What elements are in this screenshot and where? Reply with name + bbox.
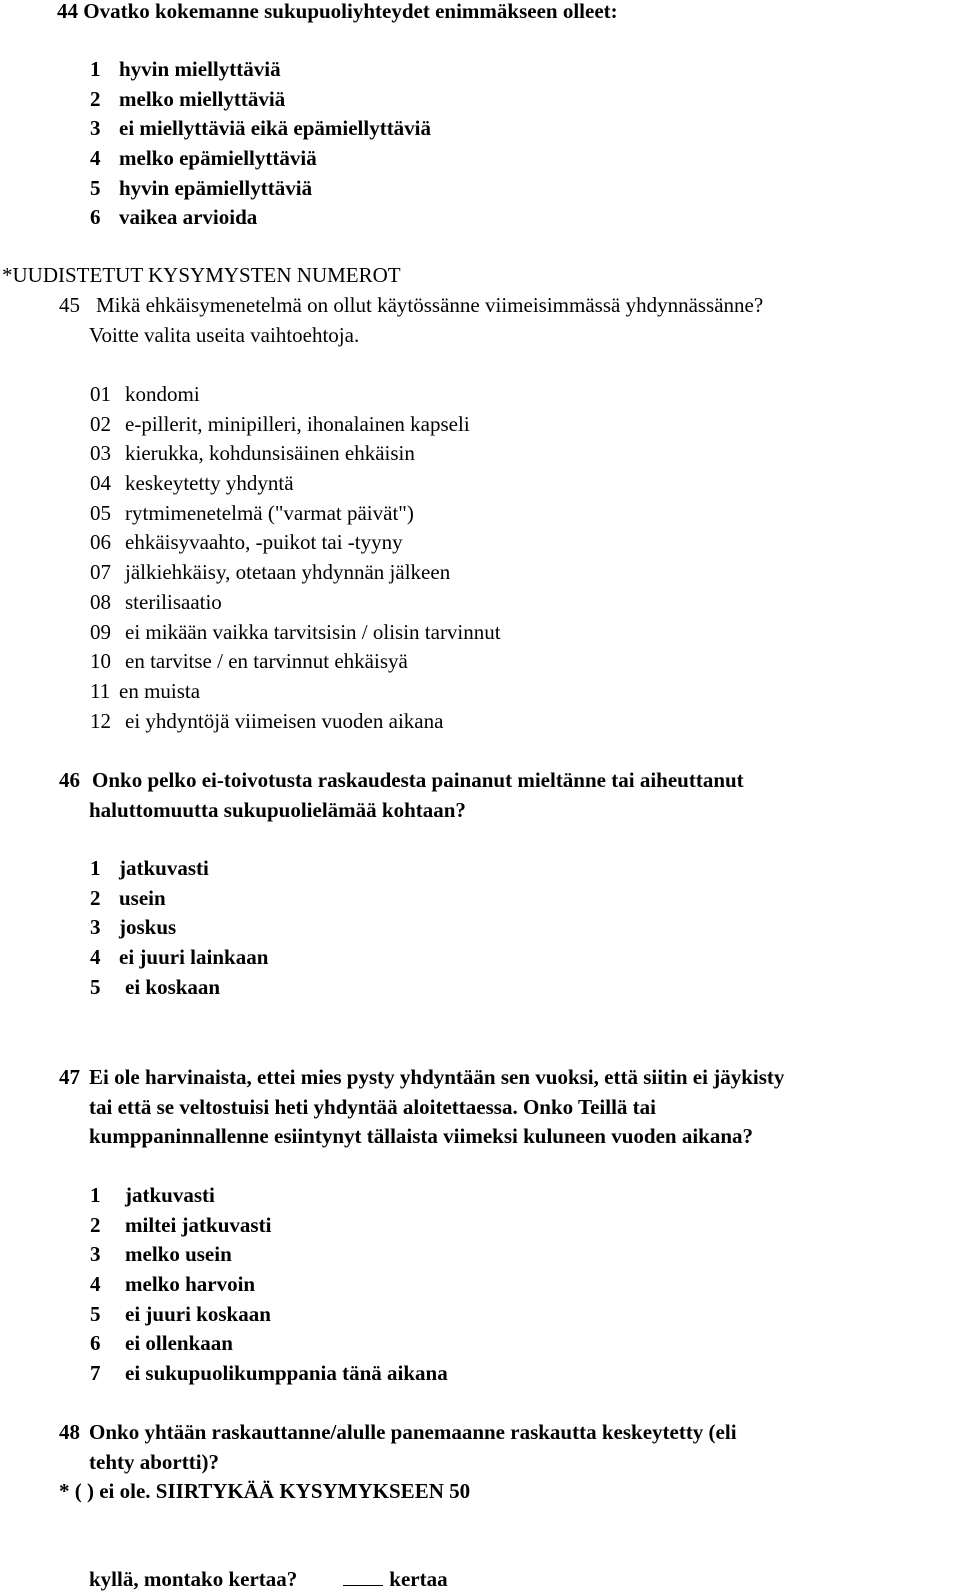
answer-option[interactable]: 3 joskus — [90, 915, 177, 940]
answer-option[interactable]: 3 ei miellyttäviä eikä epämiellyttäviä — [90, 116, 432, 141]
answer-option[interactable]: 06 ehkäisyvaahto, -puikot tai -tyyny — [90, 530, 403, 555]
answer-option[interactable]: 12 ei yhdyntöjä viimeisen vuoden aikana — [90, 708, 444, 733]
question-47 — [0, 1063, 960, 1152]
question-text-continued: tehty abortti)? — [89, 1449, 220, 1474]
question-46-title — [0, 766, 960, 796]
answer-option[interactable]: 07 jälkiehkäisy, otetaan yhdynnän jälkeen — [90, 560, 451, 585]
answer-option[interactable]: 1 jatkuvasti — [90, 1183, 215, 1207]
renumbered-note: *UUDISTETUT KYSYMYSTEN NUMEROT — [2, 263, 401, 287]
answer-option[interactable]: 2 miltei jatkuvasti — [90, 1212, 272, 1237]
answer-option[interactable]: 05 rytmimenetelmä ("varmat päivät") — [90, 500, 414, 525]
question-44-options — [0, 55, 960, 233]
question-text: Onko pelko ei-toivotusta raskaudesta painanut mieltänne tai aiheuttanut — [92, 768, 744, 792]
skip-instruction[interactable]: * ( ) ei ole. SIIRTYKÄÄ KYSYMYKSEEN 50 — [59, 1479, 471, 1504]
question-number: 45 — [59, 293, 80, 317]
question-text-continued: Voitte valita useita vaihtoehtoja. — [89, 322, 360, 347]
answer-option[interactable]: 6 ei ollenkaan — [90, 1331, 233, 1356]
answer-option[interactable]: 3 melko usein — [90, 1242, 232, 1267]
question-45 — [0, 291, 960, 350]
answer-option[interactable]: 4 melko epämiellyttäviä — [90, 146, 317, 171]
question-47-options — [0, 1181, 960, 1389]
question-text: Ovatko kokemanne sukupuoliyhteydet enimmäkseen olleet: — [83, 0, 618, 23]
question-46-options — [0, 854, 960, 1002]
question-text-continued: kumppaninnallenne esiintynyt tällaista viimeksi kuluneen vuoden aikana? — [89, 1124, 754, 1149]
answer-option[interactable]: 11 en muista — [90, 678, 201, 703]
answer-option[interactable]: 6 vaikea arvioida — [90, 205, 258, 230]
answer-option[interactable]: 4 melko harvoin — [90, 1272, 256, 1297]
answer-option[interactable]: 01 kondomi — [90, 382, 200, 406]
answer-option-yes[interactable] — [0, 1565, 960, 1595]
question-48-title — [0, 1418, 960, 1448]
question-text-continued: haluttomuutta sukupuolielämää kohtaan? — [89, 797, 466, 822]
answer-option[interactable]: 1 hyvin miellyttäviä — [90, 57, 281, 81]
question-44-title — [0, 0, 960, 27]
question-number: 48 — [59, 1420, 80, 1444]
answer-option[interactable]: 10 en tarvitse / en tarvinnut ehkäisyä — [90, 649, 408, 674]
answer-option[interactable]: 7 ei sukupuolikumppania tänä aikana — [90, 1361, 448, 1386]
question-text: Mikä ehkäisymenetelmä on ollut käytössänne viimeisimmässä yhdynnässänne? — [96, 293, 764, 317]
answer-option[interactable]: 08 sterilisaatio — [90, 589, 222, 614]
question-text: Ei ole harvinaista, ettei mies pysty yhdyntään sen vuoksi, että siitin ei jäykisty — [89, 1065, 785, 1089]
times-input-blank[interactable] — [343, 1565, 383, 1586]
question-text-continued: tai että se veltostuisi heti yhdyntää aloitettaessa. Onko Teillä tai — [89, 1094, 656, 1119]
answer-option[interactable]: 5 hyvin epämiellyttäviä — [90, 175, 313, 200]
answer-option[interactable]: 4 ei juuri lainkaan — [90, 945, 269, 970]
answer-option[interactable]: 09 ei mikään vaikka tarvitsisin / olisin tarvinnut — [90, 619, 501, 644]
question-45-options — [0, 380, 960, 736]
question-48-yes-option — [0, 1565, 960, 1595]
answer-option[interactable]: 03 kierukka, kohdunsisäinen ehkäisin — [90, 441, 415, 466]
question-number: 46 — [59, 768, 80, 792]
answer-option[interactable]: 2 melko miellyttäviä — [90, 86, 286, 111]
question-47-title — [0, 1063, 960, 1093]
times-label: kertaa — [389, 1567, 448, 1591]
answer-option[interactable]: 5 ei juuri koskaan — [90, 1301, 271, 1326]
answer-option[interactable]: 1 jatkuvasti — [90, 856, 209, 880]
question-46 — [0, 766, 960, 825]
answer-option[interactable]: 02 e-pillerit, minipilleri, ihonalainen kapseli — [90, 411, 470, 436]
question-45-title — [0, 291, 960, 321]
question-number: 44 — [57, 0, 78, 23]
question-number: 47 — [59, 1065, 80, 1089]
yes-label: kyllä, montako kertaa? — [89, 1567, 298, 1591]
question-text: Onko yhtään raskauttanne/alulle panemaanne raskautta keskeytetty (eli — [89, 1420, 737, 1444]
answer-option[interactable]: 5 ei koskaan — [90, 974, 221, 999]
answer-option[interactable]: 04 keskeytetty yhdyntä — [90, 471, 294, 496]
answer-option[interactable]: 2 usein — [90, 885, 166, 910]
question-48 — [0, 1418, 960, 1507]
question-44 — [0, 0, 960, 27]
